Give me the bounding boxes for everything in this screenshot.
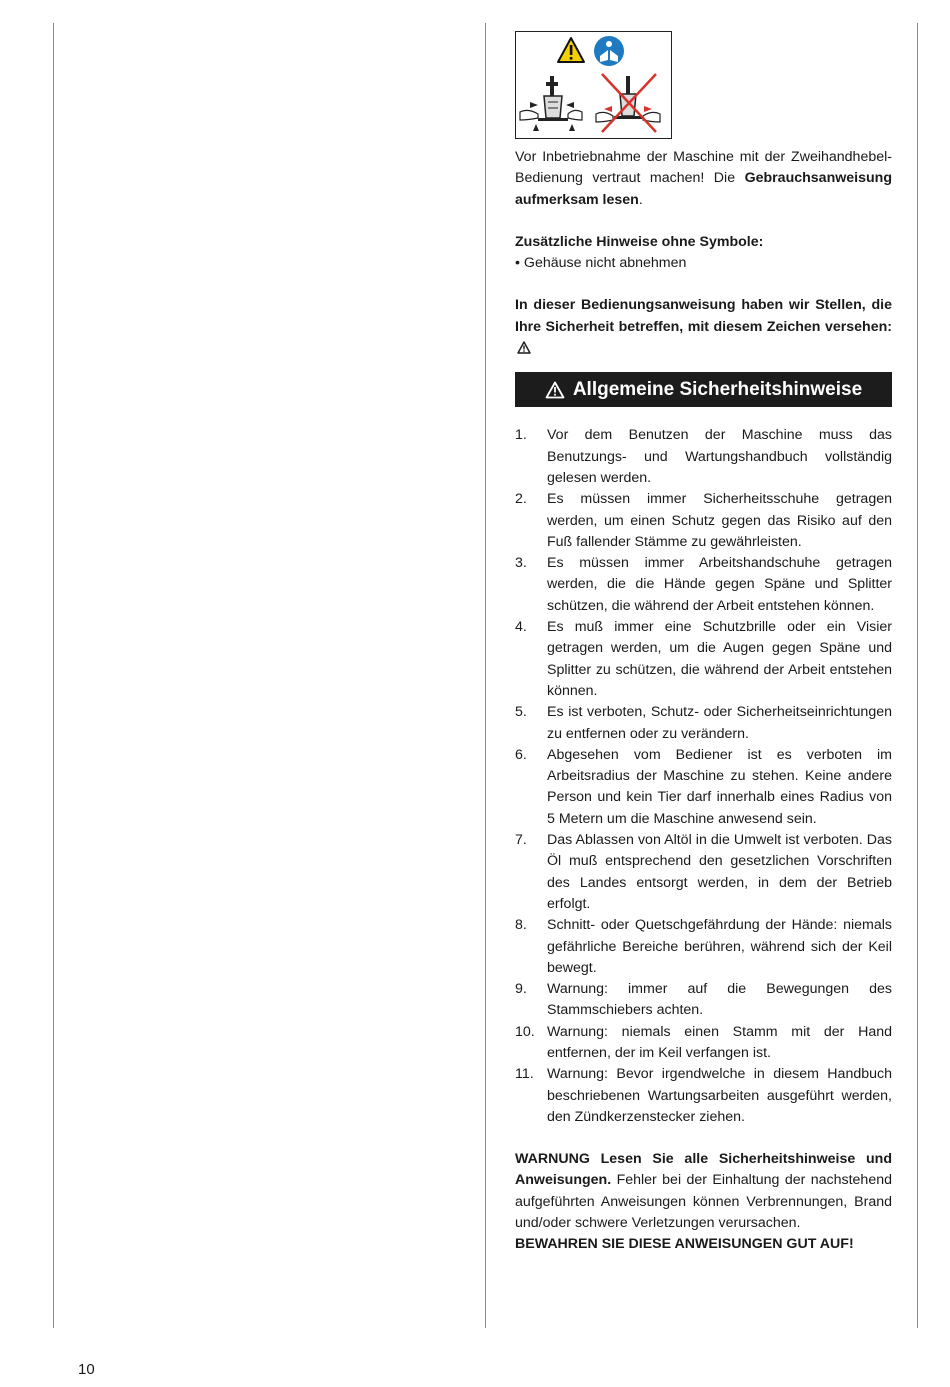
right-column [515, 31, 892, 1256]
list-item-number: 7. [515, 832, 527, 849]
list-item-number: 4. [515, 619, 527, 636]
left-margin-rule [53, 23, 54, 1328]
list-item-number: 1. [515, 427, 527, 444]
hints-bullet: • Gehäuse nicht abnehmen [515, 255, 687, 272]
notice-paragraph [515, 295, 892, 359]
list-item-text: Es müssen immer Sicherheitsschuhe getragen werden, um einen Schutz gegen das Risiko auf den Fuß fallender Stämme zu gewährleisten. [547, 491, 892, 550]
warning-bold-text: WARNUNG Lesen Sie alle Sicherheitshinweise und Anweisungen. [515, 1151, 892, 1189]
list-item-text: Es müssen immer Arbeitshandschuhe getragen werden, die die Hände gegen Späne und Splitter schützen, die während der Arbeit entstehen können. [547, 555, 892, 614]
list-item [515, 702, 892, 745]
list-item [515, 1022, 892, 1065]
list-item-text: Warnung: niemals einen Stamm mit der Hand entfernen, der im Keil verfangen ist. [547, 1023, 892, 1061]
warning-triangle-icon [517, 341, 531, 354]
safety-symbols-panel [515, 31, 672, 139]
list-item-text: Warnung: immer auf die Bewegungen des Stammschiebers achten. [547, 981, 892, 1019]
right-margin-rule [917, 23, 918, 1328]
list-item-number: 9. [515, 981, 527, 998]
safety-list [515, 425, 892, 1128]
warning-triangle-icon [558, 38, 584, 62]
read-manual-icon [594, 36, 624, 66]
list-item-text: Es muß immer eine Schutzbrille oder ein Visier getragen werden, um die Augen gegen Späne und Splitter zu schützen, die während der Arbeit entstehen können. [547, 619, 892, 699]
list-item-text: Warnung: Bevor irgendwelche in diesem Handbuch beschriebenen Wartungsarbeiten ausgeführt werden, den Zündkerzenstecker ziehen. [547, 1066, 892, 1125]
list-item-number: 11. [515, 1066, 534, 1083]
list-item-number: 6. [515, 746, 527, 763]
intro-bold-text: Gebrauchsanweisung aufmerksam lesen [515, 170, 892, 208]
warning-paragraph [515, 1149, 892, 1234]
list-item-number: 5. [515, 704, 527, 721]
column-divider-rule [485, 23, 486, 1328]
one-hand-prohibited-icon [596, 74, 660, 132]
section-banner [515, 372, 892, 407]
list-item-number: 10. [515, 1023, 535, 1040]
list-item-text: Es ist verboten, Schutz- oder Sicherheitseinrichtungen zu entfernen oder zu verändern. [547, 704, 892, 742]
list-item [515, 915, 892, 979]
hints-heading: Zusätzliche Hinweise ohne Symbole: [515, 233, 764, 250]
list-item [515, 830, 892, 915]
list-item [515, 617, 892, 702]
list-item [515, 425, 892, 489]
list-item [515, 1064, 892, 1128]
list-item [515, 745, 892, 830]
page-number: 10 [78, 1361, 95, 1378]
list-item-text: Das Ablassen von Altöl in die Umwelt ist verboten. Das Öl muß entsprechend den gesetzlichen Vorschriften des Landes entsorgt werden, in dem der Betrieb erfolgt. [547, 832, 892, 912]
warning-triangle-icon [545, 381, 565, 399]
two-hand-operation-icon [520, 76, 582, 131]
list-item-number: 2. [515, 491, 527, 508]
list-item-number: 8. [515, 917, 527, 934]
notice-text: In dieser Bedienungsanweisung haben wir Stellen, die Ihre Sicherheit betreffen, mit diesem Zeichen versehen: [515, 297, 892, 335]
warning-final: BEWAHREN SIE DIESE ANWEISUNGEN GUT AUF! [515, 1236, 854, 1253]
list-item-text: Vor dem Benutzen der Maschine muss das Benutzungs- und Wartungshandbuch vollständig gelesen werden. [547, 427, 892, 486]
list-item-number: 3. [515, 555, 527, 572]
list-item [515, 979, 892, 1022]
intro-text: Vor Inbetriebnahme der Maschine mit der Zweihandhebel-Bedienung vertraut machen! Die [515, 149, 892, 187]
intro-paragraph [515, 147, 892, 211]
list-item [515, 553, 892, 617]
list-item-text: Schnitt- oder Quetschgefährdung der Hände: niemals gefährliche Bereiche berühren, während sich der Keil bewegt. [547, 917, 892, 976]
intro-end: . [638, 191, 643, 208]
list-item [515, 489, 892, 553]
warning-text: Fehler bei der Einhaltung der nachstehend aufgeführten Anweisungen können Verbrennungen, Brand und/oder schwere Verletzungen verursachen. [515, 1172, 892, 1232]
list-item-text: Abgesehen vom Bediener ist es verboten im Arbeitsradius der Maschine zu stehen. Keine andere Person und kein Tier darf innerhalb eines Radius von 5 Metern um die Maschine anwesend sein. [547, 746, 892, 827]
section-title: Allgemeine Sicherheitshinweise [572, 379, 863, 401]
